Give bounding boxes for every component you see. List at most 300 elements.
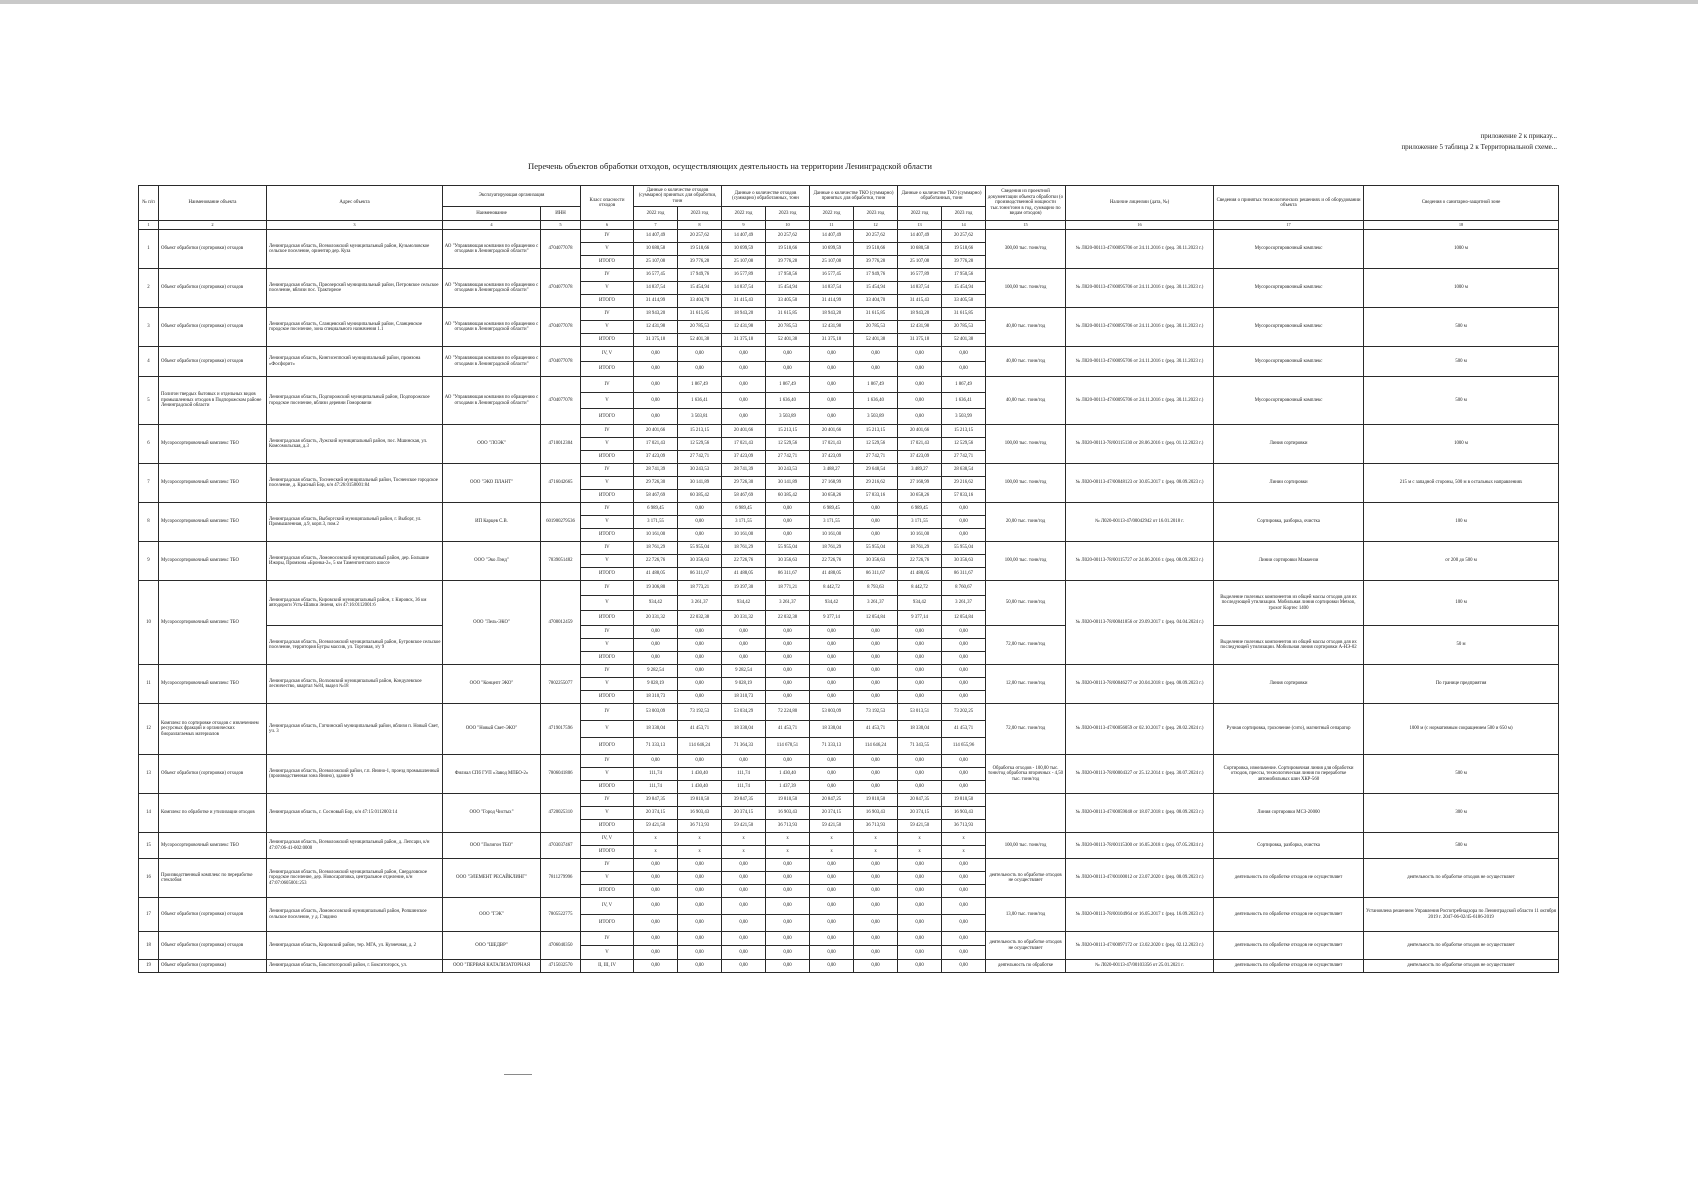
- quantity-cell: 0,00: [678, 626, 722, 639]
- quantity-cell: 19 810,50: [942, 794, 986, 807]
- hazard-class-cell: IV: [581, 425, 634, 438]
- quantity-cell: 0,00: [722, 872, 766, 885]
- object-name-cell: Мусоросортировочный комплекс ТБО: [159, 542, 267, 581]
- hazard-class-cell: IV: [581, 269, 634, 282]
- hazard-class-cell: V: [581, 243, 634, 256]
- quantity-cell: 1 437,39: [766, 781, 810, 794]
- quantity-cell: 15 454,94: [942, 282, 986, 295]
- quantity-cell: 1 636,40: [854, 393, 898, 409]
- quantity-cell: 29 216,62: [942, 477, 986, 490]
- quantity-cell: 0,00: [678, 960, 722, 973]
- quantity-cell: 17 950,56: [942, 269, 986, 282]
- quantity-cell: 0,00: [678, 755, 722, 768]
- quantity-cell: 86 311,67: [678, 568, 722, 581]
- quantity-cell: 0,00: [766, 347, 810, 362]
- sanitary-zone-cell: от 200 до 500 м: [1364, 542, 1559, 581]
- quantity-cell: 3 261,37: [854, 596, 898, 611]
- object-address-cell: Ленинградская область, Всеволожский муниципальный район, Кузьмоловское сельское поселение, ориентир дер. Куза: [267, 230, 443, 269]
- quantity-cell: 0,00: [854, 362, 898, 377]
- table-row: [139, 960, 1559, 973]
- quantity-cell: 20 401,66: [810, 425, 854, 438]
- capacity-cell: 100,00 тыс. тонн/год: [986, 464, 1066, 503]
- quantity-cell: 0,00: [898, 872, 942, 885]
- quantity-cell: 3 261,37: [678, 596, 722, 611]
- quantity-cell: 6 989,45: [898, 503, 942, 516]
- operator-inn-cell: 4706040350: [541, 932, 581, 960]
- quantity-cell: 3 171,55: [634, 516, 678, 529]
- quantity-cell: 53 003,09: [634, 704, 678, 721]
- quantity-cell: 0,00: [942, 872, 986, 885]
- quantity-cell: 1 867,49: [854, 377, 898, 393]
- quantity-cell: 22 726,76: [898, 555, 942, 568]
- quantity-cell: 72 224,80: [766, 704, 810, 721]
- quantity-cell: 86 311,67: [854, 568, 898, 581]
- quantity-cell: 39 847,35: [722, 794, 766, 807]
- sanitary-zone-cell: деятельность по обработке отходов не осуществляет: [1364, 859, 1559, 898]
- quantity-cell: 114 646,24: [678, 738, 722, 755]
- quantity-cell: 111,74: [634, 781, 678, 794]
- hazard-class-cell: IV: [581, 542, 634, 555]
- quantity-cell: 27 742,71: [678, 451, 722, 464]
- quantity-cell: 20 374,15: [810, 807, 854, 820]
- quantity-cell: 41 453,71: [766, 721, 810, 738]
- operator-name-cell: ООО "ЭЛЕМЕНТ РЕСАЙКЛИНГ": [443, 859, 541, 898]
- quantity-cell: 58 467,69: [634, 490, 678, 503]
- object-address-cell: Ленинградская область, Всеволожский муниципальный район, Свердловское городское поселение, дер. Новосаратовка, центральное отделение, к/н 47:07:0605001:253: [267, 859, 443, 898]
- quantity-cell: x: [898, 846, 942, 859]
- quantity-cell: 20 257,62: [766, 230, 810, 243]
- year-2023-header: 2023 год: [854, 207, 898, 221]
- object-number-cell: 8: [139, 503, 159, 542]
- quantity-cell: 10 161,00: [898, 529, 942, 542]
- col-number-cell: 14: [942, 221, 986, 230]
- operator-inn-cell: 4704077078: [541, 308, 581, 347]
- quantity-cell: 0,00: [722, 409, 766, 425]
- quantity-cell: 0,00: [722, 859, 766, 872]
- quantity-cell: 0,00: [810, 626, 854, 639]
- hazard-class-cell: IV: [581, 377, 634, 393]
- object-number-cell: 12: [139, 704, 159, 755]
- quantity-cell: 0,00: [854, 898, 898, 915]
- quantity-cell: 17 021,43: [634, 438, 678, 451]
- hazard-class-cell: IV: [581, 665, 634, 678]
- quantity-cell: 0,00: [942, 898, 986, 915]
- hazard-class-cell: IV, V: [581, 898, 634, 915]
- object-number-cell: 4: [139, 347, 159, 377]
- quantity-cell: 19 397,30: [722, 581, 766, 596]
- quantity-cell: 19 810,50: [766, 794, 810, 807]
- quantity-cell: 14 837,54: [634, 282, 678, 295]
- quantity-cell: 8 442,72: [898, 581, 942, 596]
- quantity-cell: 41 488,05: [722, 568, 766, 581]
- object-address-cell: Ленинградская область, Кировский район, тер. МГА, ул. Кузнечная, д. 2: [267, 932, 443, 960]
- hazard-class-cell: V: [581, 282, 634, 295]
- col-num-header: № п/п: [139, 186, 159, 221]
- quantity-cell: 0,00: [678, 872, 722, 885]
- quantity-cell: 15 213,15: [942, 425, 986, 438]
- col-operator-header: Эксплуатирующая организация: [443, 186, 581, 207]
- quantity-cell: 0,00: [634, 409, 678, 425]
- capacity-cell: 40,00 тыс. тонн/год: [986, 377, 1066, 425]
- quantity-cell: 9 282,54: [634, 665, 678, 678]
- col-number-cell: 12: [854, 221, 898, 230]
- operator-inn-cell: 7805522775: [541, 898, 581, 932]
- capacity-cell: 300,00 тыс. тонн/год: [986, 230, 1066, 269]
- quantity-cell: 0,00: [722, 362, 766, 377]
- year-2022-header: 2022 год: [810, 207, 854, 221]
- quantity-cell: 0,00: [766, 678, 810, 691]
- object-address-cell: Ленинградская область, Сланцевский муниципальный район, Сланцевское городское поселение, зона специального назначения 1.1: [267, 308, 443, 347]
- quantity-cell: 3 261,37: [942, 596, 986, 611]
- quantity-cell: 37 423,09: [898, 451, 942, 464]
- capacity-cell: 13,00 тыс. тонн/год: [986, 898, 1066, 932]
- quantity-cell: 0,00: [898, 915, 942, 932]
- license-cell: № Л020-00113-47/00100012 от 23.07.2020 г. (ред. 08.09.2023 г.): [1066, 859, 1214, 898]
- object-address-cell: Ленинградская область, Гатчинский муниципальный район, вблизи п. Новый Свет, уч. 3: [267, 704, 443, 755]
- quantity-cell: 0,00: [810, 409, 854, 425]
- license-cell: № Л020-00113-78/00115727 от 24.06.2016 г. (ред. 08.09.2023 г.): [1066, 542, 1214, 581]
- quantity-cell: 0,00: [766, 529, 810, 542]
- quantity-cell: 16 903,43: [942, 807, 986, 820]
- object-address-cell: Ленинградская область, Приозерский муниципальный район, Петровское сельское поселение, вблизи пос. Трактирное: [267, 269, 443, 308]
- object-number-cell: 9: [139, 542, 159, 581]
- capacity-cell: [986, 794, 1066, 833]
- quantity-cell: 9 377,14: [898, 611, 942, 626]
- quantity-cell: 114 655,96: [942, 738, 986, 755]
- sanitary-zone-cell: 500 м: [1364, 308, 1559, 347]
- quantity-cell: x: [722, 846, 766, 859]
- quantity-cell: 41 453,71: [678, 721, 722, 738]
- quantity-cell: 0,00: [810, 872, 854, 885]
- quantity-cell: 12 529,56: [942, 438, 986, 451]
- capacity-cell: 40,00 тыс. тонн/год: [986, 347, 1066, 377]
- quantity-cell: 6 989,45: [634, 503, 678, 516]
- quantity-cell: 12 529,56: [766, 438, 810, 451]
- object-name-cell: Объект обработки (сортировки) отходов: [159, 755, 267, 794]
- table-row: [139, 425, 1559, 438]
- quantity-cell: 8 760,67: [942, 581, 986, 596]
- quantity-cell: 22 726,76: [810, 555, 854, 568]
- table-row: [139, 626, 1559, 639]
- quantity-cell: 0,00: [810, 885, 854, 898]
- quantity-cell: 25 107,08: [898, 256, 942, 269]
- quantity-cell: 0,00: [942, 652, 986, 665]
- quantity-cell: 30 243,53: [766, 464, 810, 477]
- quantity-cell: 0,00: [854, 872, 898, 885]
- quantity-cell: 52 401,38: [854, 334, 898, 347]
- hazard-class-cell: ИТОГО: [581, 529, 634, 542]
- quantity-cell: 0,00: [898, 946, 942, 960]
- quantity-cell: 18 761,29: [722, 542, 766, 555]
- quantity-cell: 18 310,73: [722, 691, 766, 704]
- capacity-cell: деятельность по обработке отходов не осуществляет: [986, 859, 1066, 898]
- quantity-cell: 71 343,55: [898, 738, 942, 755]
- year-2023-header: 2023 год: [766, 207, 810, 221]
- quantity-cell: 111,74: [722, 781, 766, 794]
- quantity-cell: 52 401,38: [766, 334, 810, 347]
- quantity-cell: 14 837,54: [898, 282, 942, 295]
- quantity-cell: 30 356,63: [678, 555, 722, 568]
- quantity-cell: 18 771,21: [766, 581, 810, 596]
- quantity-cell: 22 032,38: [678, 611, 722, 626]
- quantity-cell: 0,00: [942, 768, 986, 781]
- quantity-cell: 8 793,63: [854, 581, 898, 596]
- object-address-cell: Ленинградская область, Ломоносовский муниципальный район, Ропшинское сельское поселение, у д. Глядино: [267, 898, 443, 932]
- sanitary-zone-cell: 100 м: [1364, 581, 1559, 626]
- hazard-class-cell: V: [581, 807, 634, 820]
- object-name-cell: Полигон твердых бытовых и отдельных видов промышленных отходов в Подпорожском районе Ленинградской области: [159, 377, 267, 425]
- quantity-cell: 25 107,08: [634, 256, 678, 269]
- operator-name-cell: АО "Управляющая компания по обращению с отходами в Ленинградской области": [443, 347, 541, 377]
- license-cell: № Л020-00113-47/00095706 от 24.11.2016 г. (ред. 30.11.2023 г.): [1066, 377, 1214, 425]
- quantity-cell: 20 847,25: [810, 794, 854, 807]
- quantity-cell: x: [810, 833, 854, 846]
- quantity-cell: 3 171,55: [898, 516, 942, 529]
- quantity-cell: 0,00: [810, 665, 854, 678]
- quantity-cell: 0,00: [634, 932, 678, 946]
- quantity-cell: 14 407,49: [634, 230, 678, 243]
- quantity-cell: 41 488,05: [898, 568, 942, 581]
- quantity-cell: 0,00: [898, 639, 942, 652]
- quantity-cell: 0,00: [766, 859, 810, 872]
- operator-inn-cell: 4704077078: [541, 230, 581, 269]
- col-inn-header: ИНН: [541, 207, 581, 221]
- quantity-cell: 18 761,29: [634, 542, 678, 555]
- quantity-cell: 73 202,25: [942, 704, 986, 721]
- quantity-cell: 59 421,50: [810, 820, 854, 833]
- quantity-cell: 0,00: [898, 768, 942, 781]
- object-name-cell: Мусоросортировочный комплекс ТБО: [159, 833, 267, 859]
- quantity-cell: 28 741,39: [722, 464, 766, 477]
- quantity-cell: 55 955,04: [854, 542, 898, 555]
- technology-cell: деятельность по обработке отходов не осуществляет: [1214, 859, 1364, 898]
- quantity-cell: 15 454,94: [854, 282, 898, 295]
- hazard-class-cell: ИТОГО: [581, 820, 634, 833]
- capacity-cell: 40,00 тыс. тонн/год: [986, 308, 1066, 347]
- technology-cell: Линия сортировки: [1214, 665, 1364, 704]
- quantity-cell: 0,00: [766, 915, 810, 932]
- technology-cell: Сортировка, измельчение. Сортировочная линия для обработки отходов, прессы, технологическая линия по переработке автомобильных шин ХКР-560: [1214, 755, 1364, 794]
- quantity-cell: 0,00: [898, 781, 942, 794]
- quantity-cell: 9 028,19: [722, 678, 766, 691]
- hazard-class-cell: V: [581, 596, 634, 611]
- technology-cell: Выделение полезных компонентов из общей массы отходов для их последующей утилизации. Мобильная линия сортировки А-НЭ-02: [1214, 626, 1364, 665]
- quantity-cell: 0,00: [634, 347, 678, 362]
- quantity-cell: 37 423,09: [722, 451, 766, 464]
- hazard-class-cell: IV: [581, 794, 634, 807]
- col-number-cell: 3: [267, 221, 443, 230]
- object-address-cell: Ленинградская область, Бокситогорский район, г. Бокситогорск, ул.: [267, 960, 443, 973]
- quantity-cell: 0,00: [942, 347, 986, 362]
- quantity-cell: 0,00: [634, 652, 678, 665]
- quantity-cell: 0,00: [766, 898, 810, 915]
- object-name-cell: Объект обработки (сортировки) отходов: [159, 347, 267, 377]
- year-2023-header: 2023 год: [678, 207, 722, 221]
- column-number-row: [139, 221, 1559, 230]
- operator-name-cell: ООО "ЛОЭК": [443, 425, 541, 464]
- quantity-cell: 0,00: [766, 691, 810, 704]
- table-row: [139, 704, 1559, 721]
- quantity-cell: 39 776,28: [766, 256, 810, 269]
- capacity-cell: 20,00 тыс. тонн/год: [986, 503, 1066, 542]
- quantity-cell: 19 518,66: [942, 243, 986, 256]
- quantity-cell: 0,00: [722, 898, 766, 915]
- object-address-cell: Ленинградская область, Выборгский муниципальный район, г. Выборг, ул. Промышленная, д.9, корп.3, пом.2: [267, 503, 443, 542]
- quantity-cell: 41 453,71: [942, 721, 986, 738]
- hazard-class-cell: V: [581, 321, 634, 334]
- quantity-cell: 3 503,81: [678, 409, 722, 425]
- quantity-cell: 0,00: [722, 377, 766, 393]
- quantity-cell: 17 021,43: [722, 438, 766, 451]
- operator-name-cell: АО "Управляющая компания по обращению с отходами в Ленинградской области": [443, 377, 541, 425]
- quantity-cell: 0,00: [854, 652, 898, 665]
- operator-inn-cell: 7802255077: [541, 665, 581, 704]
- hazard-class-cell: ИТОГО: [581, 295, 634, 308]
- object-number-cell: 14: [139, 794, 159, 833]
- quantity-cell: 53 034,29: [722, 704, 766, 721]
- top-edge-strip: [0, 0, 1698, 4]
- quantity-cell: 10 161,00: [634, 529, 678, 542]
- quantity-cell: 52 401,38: [678, 334, 722, 347]
- sanitary-zone-cell: 500 м: [1364, 755, 1559, 794]
- operator-name-cell: ООО "Эко Лэнд": [443, 542, 541, 581]
- quantity-cell: 0,00: [766, 516, 810, 529]
- quantity-cell: 0,00: [678, 347, 722, 362]
- hazard-class-cell: IV: [581, 230, 634, 243]
- quantity-cell: 0,00: [678, 946, 722, 960]
- quantity-cell: 18 943,20: [722, 308, 766, 321]
- hazard-class-cell: IV: [581, 626, 634, 639]
- license-cell: № Л020-00113-78/00046277 от 20.04.2018 г. (ред. 08.09.2023 г.): [1066, 665, 1214, 704]
- table-row: [139, 833, 1559, 846]
- quantity-cell: 29 216,62: [854, 477, 898, 490]
- quantity-cell: 19 810,50: [854, 794, 898, 807]
- quantity-cell: 36 713,93: [678, 820, 722, 833]
- quantity-cell: x: [854, 833, 898, 846]
- object-number-cell: 3: [139, 308, 159, 347]
- quantity-cell: 10 161,00: [810, 529, 854, 542]
- quantity-cell: 86 311,67: [942, 568, 986, 581]
- object-address-cell: Ленинградская область, Всеволожский район, г.п. Янино-1, проезд промышленный (производственная зона Янино), здание 9: [267, 755, 443, 794]
- quantity-cell: 3 503,89: [854, 409, 898, 425]
- quantity-cell: 0,00: [678, 898, 722, 915]
- operator-name-cell: ООО "Новый Свет-ЭКО": [443, 704, 541, 755]
- quantity-cell: 0,00: [766, 652, 810, 665]
- quantity-cell: 31 414,99: [810, 295, 854, 308]
- object-number-cell: 13: [139, 755, 159, 794]
- quantity-cell: 1 867,49: [766, 377, 810, 393]
- object-number-cell: 15: [139, 833, 159, 859]
- quantity-cell: 3 489,27: [898, 464, 942, 477]
- hazard-class-cell: IV, V: [581, 347, 634, 362]
- quantity-cell: 22 726,76: [722, 555, 766, 568]
- quantity-cell: 29 648,54: [854, 464, 898, 477]
- quantity-cell: 12 054,84: [854, 611, 898, 626]
- quantity-cell: 33 404,70: [678, 295, 722, 308]
- operator-name-cell: ООО "ЭКО ПЛАНТ": [443, 464, 541, 503]
- quantity-cell: 0,00: [722, 946, 766, 960]
- quantity-cell: 52 401,38: [942, 334, 986, 347]
- quantity-cell: 19 810,50: [678, 794, 722, 807]
- quantity-cell: 20 785,53: [678, 321, 722, 334]
- quantity-cell: 0,00: [722, 393, 766, 409]
- object-name-cell: Объект обработки (сортировки) отходов: [159, 308, 267, 347]
- table-row: [139, 308, 1559, 321]
- page-mark: [504, 1074, 532, 1075]
- quantity-cell: 20 331,32: [722, 611, 766, 626]
- hazard-class-cell: ИТОГО: [581, 915, 634, 932]
- quantity-cell: 0,00: [722, 932, 766, 946]
- quantity-cell: 41 488,05: [634, 568, 678, 581]
- quantity-cell: x: [678, 833, 722, 846]
- quantity-cell: 1 867,49: [942, 377, 986, 393]
- quantity-cell: 0,00: [854, 626, 898, 639]
- quantity-cell: 0,00: [854, 503, 898, 516]
- quantity-cell: 0,00: [810, 652, 854, 665]
- quantity-cell: 0,00: [942, 960, 986, 973]
- quantity-cell: 0,00: [678, 678, 722, 691]
- sanitary-zone-cell: 500 м: [1364, 377, 1559, 425]
- quantity-cell: 0,00: [854, 678, 898, 691]
- quantity-cell: 0,00: [854, 639, 898, 652]
- quantity-cell: 27 742,71: [766, 451, 810, 464]
- object-name-cell: Комплекс по обработке и утилизации отходов: [159, 794, 267, 833]
- quantity-cell: 55 955,04: [678, 542, 722, 555]
- hazard-class-cell: ИТОГО: [581, 490, 634, 503]
- operator-inn-cell: 4703037467: [541, 833, 581, 859]
- technology-cell: Линии сортировки: [1214, 464, 1364, 503]
- technology-cell: Мусоросортировочный комплекс: [1214, 377, 1364, 425]
- quantity-cell: 0,00: [810, 639, 854, 652]
- quantity-cell: x: [766, 846, 810, 859]
- col-hazard-header: Класс опасности отходов: [581, 186, 634, 221]
- col-number-cell: 8: [678, 221, 722, 230]
- technology-cell: Мусоросортировочный комплекс: [1214, 308, 1364, 347]
- col-address-header: Адрес объекта: [267, 186, 443, 221]
- quantity-cell: 0,00: [810, 691, 854, 704]
- year-2022-header: 2022 год: [634, 207, 678, 221]
- quantity-cell: 31 375,18: [898, 334, 942, 347]
- quantity-cell: 27 168,99: [810, 477, 854, 490]
- quantity-cell: 0,00: [898, 960, 942, 973]
- quantity-cell: 934,42: [634, 596, 678, 611]
- license-cell: № Л020-00113-47/00097172 от 13.02.2020 г. (ред. 02.12.2023 г.): [1066, 932, 1214, 960]
- col-number-cell: 16: [1066, 221, 1214, 230]
- hazard-class-cell: ИТОГО: [581, 362, 634, 377]
- quantity-cell: 0,00: [634, 362, 678, 377]
- table-row: [139, 794, 1559, 807]
- object-name-cell: Мусоросортировочный комплекс ТБО: [159, 503, 267, 542]
- quantity-cell: 31 375,18: [722, 334, 766, 347]
- object-name-cell: Мусоросортировочный комплекс ТБО: [159, 581, 267, 665]
- quantity-cell: 0,00: [678, 516, 722, 529]
- quantity-cell: 19 518,66: [766, 243, 810, 256]
- quantity-cell: 0,00: [854, 768, 898, 781]
- sanitary-zone-cell: 50 м: [1364, 626, 1559, 665]
- quantity-cell: 17 021,43: [898, 438, 942, 451]
- quantity-cell: 22 726,76: [634, 555, 678, 568]
- quantity-cell: 18 943,20: [898, 308, 942, 321]
- quantity-cell: 58 467,69: [722, 490, 766, 503]
- quantity-cell: 37 423,09: [810, 451, 854, 464]
- operator-inn-cell: 7811279996: [541, 859, 581, 898]
- sanitary-zone-cell: 1000 м (с нормативным сокращением 500 и 650 м): [1364, 704, 1559, 755]
- quantity-cell: 0,00: [898, 755, 942, 768]
- quantity-cell: 0,00: [678, 529, 722, 542]
- quantity-cell: 16 903,43: [678, 807, 722, 820]
- quantity-cell: 0,00: [634, 859, 678, 872]
- technology-cell: деятельность по обработке отходов не осуществляет: [1214, 932, 1364, 960]
